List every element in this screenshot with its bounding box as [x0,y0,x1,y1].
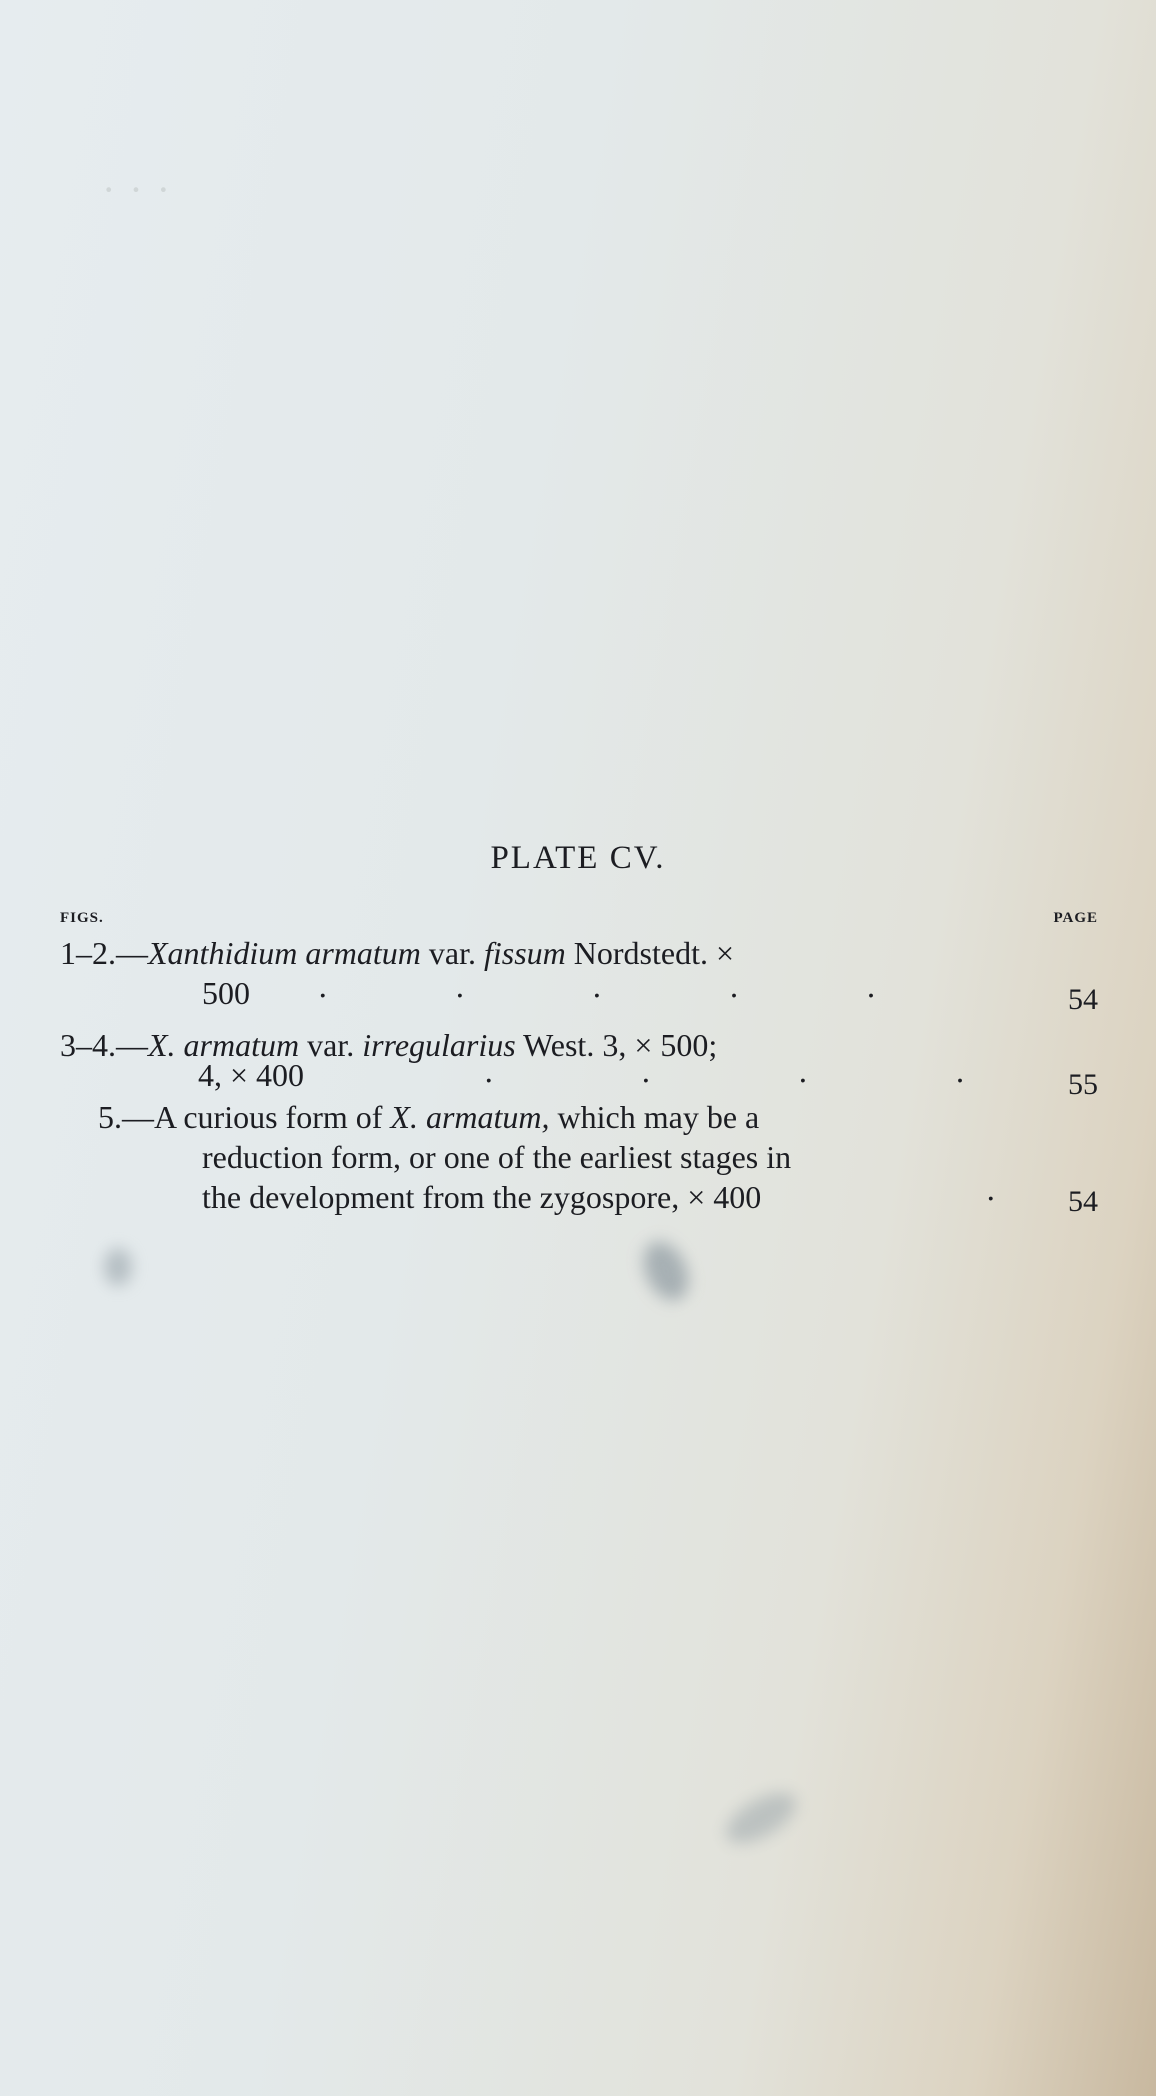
stain-mark [635,1234,697,1307]
stain-mark [104,1248,132,1286]
entry-3-figs: 5. [98,1099,122,1135]
entry-1-variety: fissum [483,935,566,971]
entry-2-line-1: 3–4.—X. armatum var. irregularius West. 3, × 500; [60,1027,718,1063]
entry-3-page: 54 [1068,1185,1098,1218]
entry-2-line-2: 4, × 400 [198,1057,305,1093]
entry-2-figs: 3–4. [60,1027,116,1063]
entry-1-line-2: 500 [202,975,250,1011]
entry-1-figs: 1–2. [60,935,116,971]
entry-2-variety: irregularius [362,1027,516,1063]
entry-3-species: X. armatum, [390,1099,550,1135]
entry-3-leader: . [986,1173,996,1208]
entry-3-line-3: the development from the zygospore, × 400 [202,1179,762,1215]
stain-mark [718,1783,804,1853]
entry-1-leaders: . . . . . [318,970,876,1005]
entry-3-line-2: reduction form, or one of the earliest stages in [202,1139,792,1175]
entry-1-line-1: 1–2.—Xanthidium armatum var. fissum Nordstedt. × [60,935,735,971]
entry-2-page: 55 [1068,1068,1098,1101]
entry-2-species: X. armatum [148,1027,300,1063]
entry-1-species: Xanthidium armatum [148,935,421,971]
figs-column-header: FIGS. [60,910,104,926]
entry-3-line-1: 5.—A curious form of X. armatum, which may be a [98,1099,760,1135]
entry-1-page: 54 [1068,983,1098,1016]
entry-2-leaders: . . . . [484,1055,965,1090]
show-through-text: · · · [100,167,170,212]
plate-title: PLATE CV. [490,840,666,876]
page-column-header: PAGE [1053,910,1098,926]
